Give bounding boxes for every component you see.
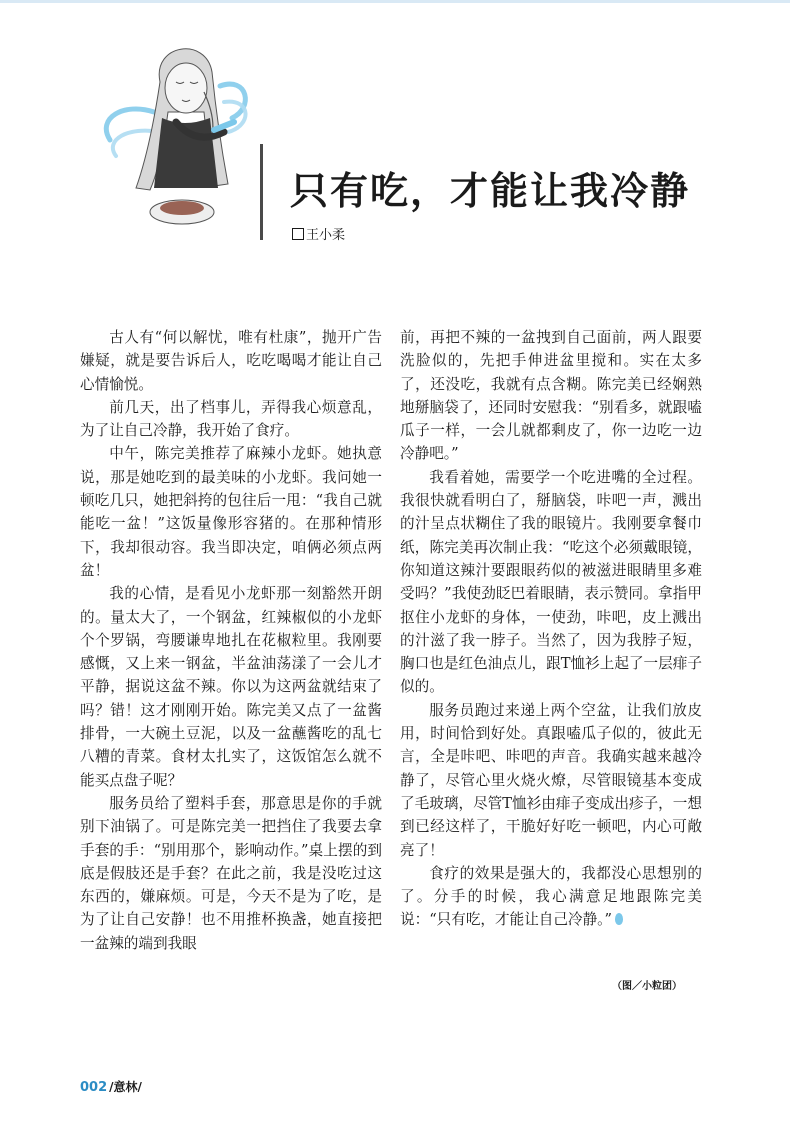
title-accent-bar xyxy=(260,144,263,240)
page-footer xyxy=(80,1076,142,1095)
paragraph-continued: 前，再把不辣的一盆拽到自己面前，两人跟要洗脸似的，先把手伸进盆里搅和。实在太多了，还没吃，我就有点含糊。陈完美已经娴熟地掰脑袋了，还同时安慰我：“别看多，就跟嗑瓜子一样，一会儿就都剩皮了，你一边吃一边冷静吧。” xyxy=(400,329,702,463)
byline xyxy=(292,224,345,243)
paragraph: 服务员跑过来递上两个空盆，让我们放皮用，时间恰到好处。真跟嗑瓜子似的，彼此无言，全是咔吧、咔吧的声音。我确实越来越冷静了，尽管心里火烧火燎，尽管眼镜基本变成了毛玻璃，尽管T恤衫由痱子变成出疹子，一想到已经这样了，干脆好好吃一顿吧，内心可敞亮了！ xyxy=(400,701,702,859)
paragraph: 前几天，出了档事儿，弄得我心烦意乱，为了让自己冷静，我开始了食疗。 xyxy=(80,398,382,440)
paragraph-final xyxy=(400,862,702,932)
article-title: 只有吃，才能让我冷静 xyxy=(290,169,691,213)
column-left xyxy=(80,326,382,955)
column-right xyxy=(400,326,702,932)
paragraph: 我的心情，是看见小龙虾那一刻豁然开朗的。量太大了，一个钢盆，红辣椒似的小龙虾个个罗锅，弯腰谦卑地扎在花椒粒里。我刚要感慨，又上来一钢盆，半盆油荡漾了一会儿才平静，据说这盆不辣。你以为这两盆就结束了吗？错！这才刚刚开始。陈完美又点了一盆酱排骨，一大碗土豆泥，以及一盆蘸酱吃的乱七八糟的青菜。食材太扎实了，这饭馆怎么就不能买点盘子呢？ xyxy=(80,585,382,789)
final-paragraph-text: 食疗的效果是强大的，我都没心思想别的了。分手的时候，我心满意足地跟陈完美说：“只有吃，才能让自己冷静。” xyxy=(400,864,702,929)
paragraph: 服务员给了塑料手套，那意思是你的手就别下油锅了。可是陈完美一把挡住了我要去拿手套的手：“别用那个，影响动作。”桌上摆的到底是假肢还是手套？在此之前，我是没吃过这东西的，嫌麻烦。可是，今天不是为了吃，是为了让自己安静！也不用推杯换盏，她直接把一盆辣的端到我眼 xyxy=(80,794,382,952)
illustration-credit: （图／小粒团） xyxy=(612,981,682,992)
paragraph: 中午，陈完美推荐了麻辣小龙虾。她执意说，那是她吃到的最美味的小龙虾。我问她一顿吃几只，她把斜挎的包往后一甩：“我自己就能吃一盆！”这饭量像形容猪的。在那种情形下，我却很动容。我当即决定，咱俩必须点两盆！ xyxy=(80,445,382,579)
page-number: 002 xyxy=(80,1080,108,1095)
top-rule xyxy=(0,0,790,3)
woman-eating-illustration xyxy=(102,22,262,242)
author-name: 王小柔 xyxy=(306,228,346,243)
magazine-name: /意林/ xyxy=(109,1080,142,1094)
paragraph: 我看着她，需要学一个吃进嘴的全过程。我很快就看明白了，掰脑袋，咔吧一声，溅出的汁呈点状糊住了我的眼镜片。我刚要拿餐巾纸，陈完美再次制止我：“吃这个必须戴眼镜，你知道这辣汁要跟眼药似的被滋进眼睛里多难受吗？”我使劲眨巴着眼睛，表示赞同。拿指甲抠住小龙虾的身体，一使劲，咔吧，皮上溅出的汁滋了我一脖子。当然了，因为我脖子短，胸口也是红色油点儿，跟T恤衫上起了一层痱子似的。 xyxy=(400,468,702,696)
paragraph: 古人有“何以解忧，唯有杜康”，抛开广告嫌疑，就是要告诉后人，吃吃喝喝才能让自己心情愉悦。 xyxy=(80,329,382,393)
byline-box-icon xyxy=(292,228,304,240)
end-mark-icon xyxy=(615,913,623,925)
